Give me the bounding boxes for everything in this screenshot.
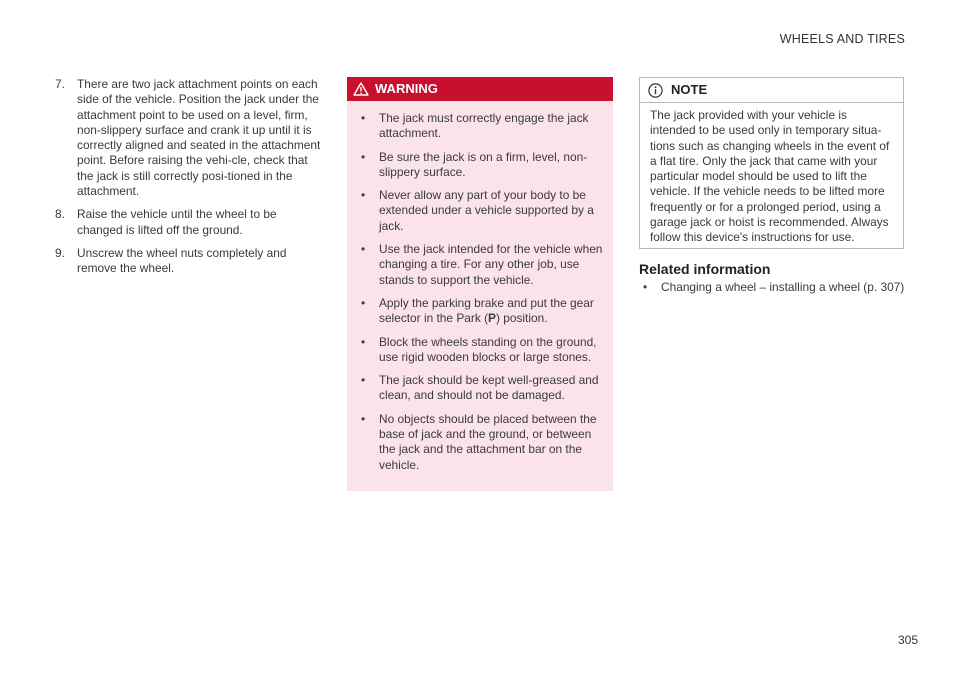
warning-text: The jack should be kept well-greased and clean, and should not be damaged. bbox=[379, 373, 599, 403]
step-8 bbox=[55, 207, 323, 238]
warning-triangle-icon bbox=[353, 82, 369, 96]
related-link-text[interactable]: Changing a wheel – installing a wheel (p. 307) bbox=[661, 280, 905, 295]
warning-header bbox=[347, 77, 613, 101]
step-text: There are two jack attachment points on each side of the vehicle. Position the jack under the attachment point to be used on a level, firm, non-slippery surface and crank it up until it is correctly aligned and seated in the attachment point. Before raising the vehi-cle, check that the jack is still correctly posi-tioned in the attachment. bbox=[77, 77, 321, 199]
warning-item bbox=[357, 412, 603, 473]
step-number: 9. bbox=[55, 245, 65, 260]
page-number: 305 bbox=[897, 633, 918, 647]
step-7 bbox=[55, 77, 323, 199]
warning-text: The jack must correctly engage the jack attachment. bbox=[379, 111, 589, 141]
warning-column bbox=[347, 77, 613, 491]
bullet: • bbox=[643, 280, 648, 295]
warning-item bbox=[357, 335, 603, 366]
related-information-heading: Related information bbox=[639, 261, 771, 277]
warning-item bbox=[357, 242, 603, 288]
bullet: • bbox=[361, 373, 366, 388]
procedure-steps bbox=[55, 77, 323, 277]
related-information-list bbox=[639, 280, 906, 295]
info-circle-icon bbox=[648, 83, 663, 98]
related-link-installing-wheel[interactable] bbox=[639, 280, 906, 295]
warning-title: WARNING bbox=[375, 81, 438, 97]
park-position-letter: P bbox=[488, 311, 496, 326]
note-box bbox=[639, 77, 904, 249]
warning-text-before: Apply the parking brake and put the gear selector in the Park ( bbox=[379, 295, 594, 326]
warning-item bbox=[357, 373, 603, 404]
steps-column bbox=[55, 77, 323, 285]
step-text: Unscrew the wheel nuts completely and remove the wheel. bbox=[77, 245, 287, 276]
warning-item bbox=[357, 111, 603, 142]
warning-text: Block the wheels standing on the ground, use rigid wooden blocks or large stones. bbox=[379, 334, 597, 364]
note-title: NOTE bbox=[671, 82, 708, 98]
warning-item bbox=[357, 188, 603, 234]
warning-text: No objects should be placed between the base of jack and the ground, or between the jack and the attachment bar on the vehicle. bbox=[379, 411, 597, 472]
warning-list bbox=[347, 101, 613, 473]
warning-text: Be sure the jack is on a firm, level, non-slippery surface. bbox=[379, 149, 588, 179]
bullet: • bbox=[361, 111, 366, 125]
step-text: Raise the vehicle until the wheel to be changed is lifted off the ground. bbox=[77, 207, 277, 237]
bullet: • bbox=[361, 334, 366, 349]
warning-item bbox=[357, 150, 603, 181]
note-header bbox=[640, 78, 903, 103]
warning-text bbox=[379, 296, 594, 325]
bullet: • bbox=[361, 242, 366, 257]
step-9 bbox=[55, 246, 323, 277]
bullet: • bbox=[361, 295, 366, 310]
warning-text: Never allow any part of your body to be extended under a vehicle supported by a jack. bbox=[379, 188, 594, 233]
warning-item bbox=[357, 296, 603, 327]
bullet: • bbox=[361, 188, 366, 203]
warning-box bbox=[347, 77, 613, 491]
running-head-section-title: WHEELS AND TIRES bbox=[779, 32, 905, 46]
bullet: • bbox=[361, 149, 366, 164]
note-column bbox=[639, 77, 906, 296]
note-text: The jack provided with your vehicle is intended to be used only in temporary situa-tions such as changing wheels in the event of a flat tire. Only the jack that came with your particular model should be used to lift the vehicle. If the vehicle needs to be lifted more frequently or for a prolonged period, using a garage jack or hoist is recommended. Always follow this device's instructions for use. bbox=[650, 108, 890, 245]
bullet: • bbox=[361, 411, 366, 426]
warning-text: Use the jack intended for the vehicle when changing a tire. For any other job, use stands to support the vehicle. bbox=[379, 242, 603, 287]
step-number: 7. bbox=[55, 77, 65, 91]
warning-text-after: ) position. bbox=[495, 311, 548, 326]
step-number: 8. bbox=[55, 207, 65, 222]
